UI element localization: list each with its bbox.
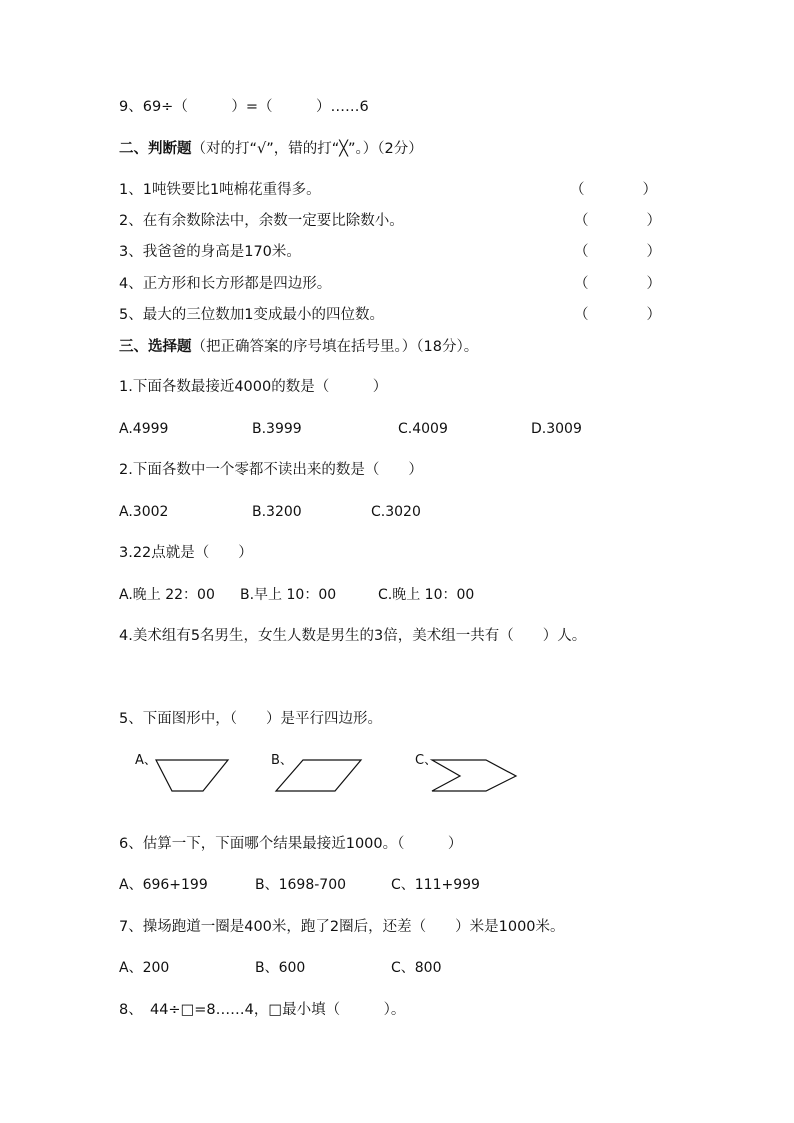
q7-option-a: A、200 [119,960,170,976]
q2-option-c: C.3020 [371,504,421,520]
judge-answer-5[interactable]: （ ） [574,307,661,323]
section-2-heading: 二、判断题 [119,141,192,157]
section-3-note: （把正确答案的序号填在括号里。）（18分）。 [191,339,479,355]
choice-question-6: 6、估算一下，下面哪个结果最接近1000。（ ） [119,836,463,852]
question-9: 9、69÷（ ）=（ ）……6 [119,99,369,115]
judge-answer-1[interactable]: （ ） [570,182,657,198]
shape-b-parallelogram [276,760,361,791]
shape-label-a: A、 [135,753,157,768]
q7-option-c: C、800 [391,960,442,976]
q1-option-c: C.4009 [398,421,448,437]
q3-option-b: B.早上 10：00 [240,587,337,603]
q6-option-b: B、1698-700 [255,877,347,893]
shape-a-trapezoid [156,760,228,791]
choice-question-8: 8、 44÷□=8……4，□最小填（ ）。 [119,1002,406,1018]
shape-label-c: C、 [415,753,438,768]
judge-answer-4[interactable]: （ ） [574,276,661,292]
q2-option-a: A.3002 [119,504,169,520]
q6-option-a: A、696+199 [119,877,208,893]
choice-question-4: 4.美术组有5名男生，女生人数是男生的3倍，美术组一共有（ ）人。 [119,628,587,644]
q6-option-c: C、111+999 [391,877,480,893]
judge-answer-3[interactable]: （ ） [574,244,661,260]
shape-label-b: B、 [271,753,293,768]
q1-option-d: D.3009 [531,421,582,437]
judge-item-1: 1、1吨铁要比1吨棉花重得多。 [119,182,321,198]
q3-option-c: C.晚上 10：00 [378,587,475,603]
q1-option-b: B.3999 [252,421,302,437]
q2-option-b: B.3200 [252,504,302,520]
choice-question-5: 5、下面图形中，（ ）是平行四边形。 [119,711,382,727]
judge-item-2: 2、在有余数除法中，余数一定要比除数小。 [119,213,404,229]
judge-item-3: 3、我爸爸的身高是170米。 [119,244,301,260]
q1-option-a: A.4999 [119,421,169,437]
choice-question-2: 2.下面各数中一个零都不读出来的数是（ ） [119,462,423,478]
choice-question-1: 1.下面各数最接近4000的数是（ ） [119,379,388,395]
choice-question-3: 3.22点就是（ ） [119,545,253,561]
q7-option-b: B、600 [255,960,306,976]
shape-c-arrow-pentagon [432,760,516,791]
section-3-heading: 三、选择题 [119,339,192,355]
judge-item-5: 5、最大的三位数加1变成最小的四位数。 [119,307,384,323]
judge-answer-2[interactable]: （ ） [574,213,661,229]
judge-item-4: 4、正方形和长方形都是四边形。 [119,276,332,292]
q3-option-a: A.晚上 22：00 [119,587,215,603]
section-2-note: （对的打“√”，错的打“╳”。）（2分） [191,141,423,157]
choice-question-7: 7、操场跑道一圈是400米，跑了2圈后，还差（ ）米是1000米。 [119,919,565,935]
